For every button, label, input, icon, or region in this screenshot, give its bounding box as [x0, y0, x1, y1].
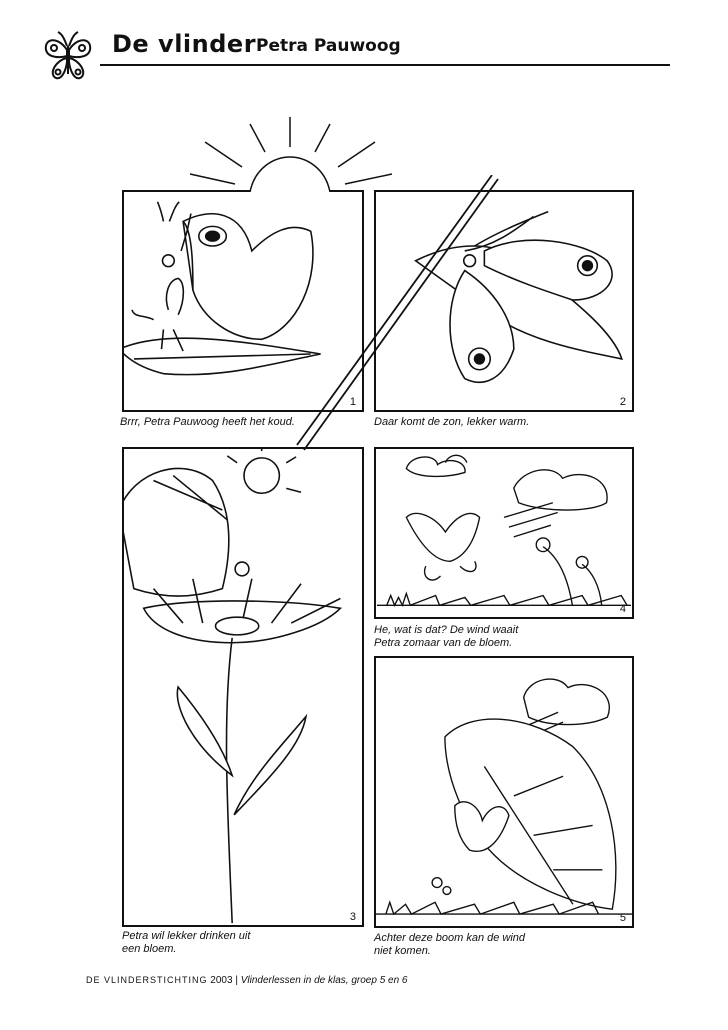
comic-panel-3 [122, 447, 364, 927]
comic-panel-5 [374, 656, 634, 928]
footer-publication: Vlinderlessen in de klas, groep 5 en 6 [240, 975, 408, 986]
butterfly-logo-icon [40, 30, 96, 86]
header-divider [100, 64, 670, 66]
comic-panel-4 [374, 447, 634, 619]
panel-number: 5 [619, 912, 626, 924]
panel-caption: Petra wil lekker drinken uit een bloem. [122, 930, 251, 955]
footer-organization: DE VLINDERSTICHTING [86, 975, 208, 985]
page-subtitle: Petra Pauwoog [256, 36, 401, 56]
panel-caption: Brrr, Petra Pauwoog heeft het koud. [120, 416, 295, 428]
footer-year: 2003 [210, 975, 233, 986]
butterfly-wind-illustration [376, 449, 632, 617]
panel-number: 3 [349, 911, 356, 923]
plant-stem-illustration [292, 175, 512, 455]
page-footer [86, 975, 408, 986]
panel-caption: He, wat is dat? De wind waait Petra zomaar van de bloem. [374, 624, 519, 649]
butterfly-tree-illustration [376, 658, 632, 926]
panel-number: 1 [349, 396, 356, 408]
panel-caption: Achter deze boom kan de wind niet komen. [374, 932, 526, 957]
page-title: De vlinder [112, 30, 257, 58]
panel-number: 4 [619, 603, 626, 615]
butterfly-flower-illustration [124, 449, 362, 925]
panel-number: 2 [619, 396, 626, 408]
footer-separator: | [235, 975, 238, 986]
panel-caption: Daar komt de zon, lekker warm. [374, 416, 530, 428]
